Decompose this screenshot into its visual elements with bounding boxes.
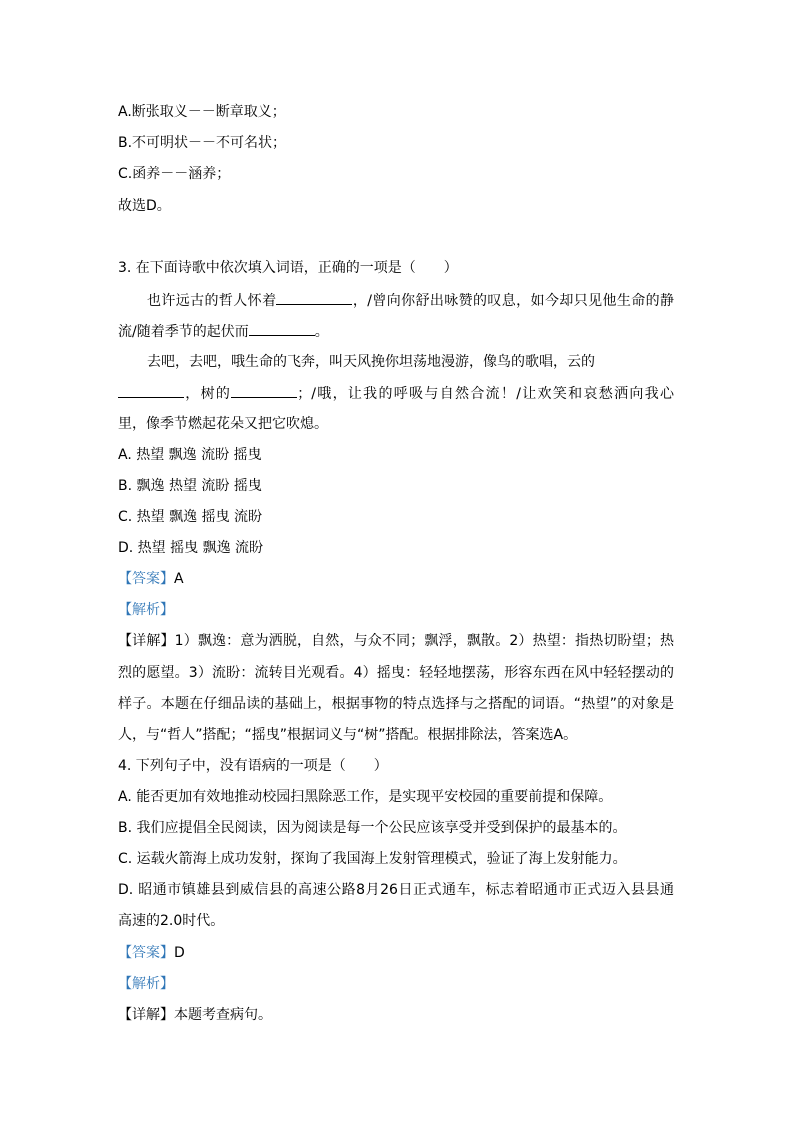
- fill-blank: [276, 290, 352, 305]
- text: 流/随着季节的起伏而: [118, 324, 249, 340]
- answer-label: 【答案】: [118, 945, 174, 961]
- detail-label: 【详解】: [118, 633, 175, 649]
- text: ；/哦，让我的呼吸与自然合流！/让欢笑和哀愁洒向我心: [297, 386, 675, 402]
- text: ，/曾向你舒出咏赞的叹息，如今却只见他生命的静: [352, 293, 675, 309]
- q3-poem-line: 里，像季节燃起花朵又把它吹熄。: [118, 416, 328, 432]
- q3-stem: 3. 在下面诗歌中依次填入词语，正确的一项是（ ）: [118, 260, 458, 276]
- q4-option-a: A. 能否更加有效地推动校园扫黑除恶工作，是实现平安校园的重要前提和保障。: [118, 789, 613, 805]
- text: 也许远古的哲人怀着: [147, 293, 277, 309]
- detail-label: 【详解】: [118, 1007, 174, 1023]
- answer-value: A: [174, 571, 184, 587]
- q3-detail-line: 人，与“哲人”搭配；“摇曳”根据词义与“树”搭配。根据排除法，答案选A。: [118, 727, 578, 743]
- q4-analysis-label: 【解析】: [118, 976, 174, 992]
- q4-option-d-cont: 高速的2.0时代。: [118, 913, 225, 929]
- text: 。: [314, 324, 329, 340]
- prev-option-a: A.断张取义－－断章取义；: [118, 104, 286, 120]
- q3-poem-line: 去吧，去吧，哦生命的飞奔，叫天风挽你坦荡地漫游，像鸟的歌唱，云的: [147, 354, 595, 370]
- answer-label: 【答案】: [118, 571, 174, 587]
- prev-conclusion: 故选D。: [118, 198, 171, 214]
- q3-option-d: D. 热望 摇曳 飘逸 流盼: [118, 540, 264, 556]
- fill-blank: [249, 321, 315, 336]
- q4-answer: [118, 943, 185, 963]
- fill-blank: [118, 383, 184, 398]
- prev-option-b: B.不可明状－－不可名状；: [118, 135, 287, 151]
- q3-detail-line: 样子。本题在仔细品读的基础上，根据事物的特点选择与之搭配的词语。“热望”的对象是: [118, 696, 674, 712]
- q3-detail-line: [118, 631, 674, 651]
- q3-option-b: B. 飘逸 热望 流盼 摇曳: [118, 478, 262, 494]
- q4-stem: 4. 下列句子中，没有语病的一项是（ ）: [118, 758, 388, 774]
- q4-detail: [118, 1005, 272, 1025]
- q4-option-c: C. 运载火箭海上成功发射，探询了我国海上发射管理模式，验证了海上发射能力。: [118, 851, 627, 867]
- q3-answer: [118, 569, 184, 589]
- text: ，树的: [184, 386, 232, 402]
- q3-analysis-label: 【解析】: [118, 602, 174, 618]
- prev-option-c: C.函养－－涵养；: [118, 166, 231, 182]
- q4-option-b: B. 我们应提倡全民阅读，因为阅读是每一个公民应该享受并受到保护的最基本的。: [118, 820, 627, 836]
- fill-blank: [231, 383, 297, 398]
- answer-value: D: [174, 945, 185, 961]
- q3-option-c: C. 热望 飘逸 摇曳 流盼: [118, 509, 263, 525]
- q3-detail-line: 烈的愿望。3）流盼：流转目光观看。4）摇曳：轻轻地摆荡，形容东西在风中轻轻摆动的: [118, 665, 674, 681]
- q4-option-d: D. 昭通市镇雄县到威信县的高速公路8月26日正式通车，标志着昭通市正式迈入县县通: [118, 882, 674, 898]
- text: 1）飘逸：意为洒脱，自然，与众不同；飘浮，飘散。2）热望：指热切盼望；热: [174, 633, 675, 649]
- text: 本题考查病句。: [174, 1007, 272, 1023]
- q3-poem-line: [118, 383, 674, 403]
- q3-poem-line: [147, 290, 674, 310]
- q3-option-a: A. 热望 飘逸 流盼 摇曳: [118, 447, 262, 463]
- q3-poem-line: [118, 321, 329, 341]
